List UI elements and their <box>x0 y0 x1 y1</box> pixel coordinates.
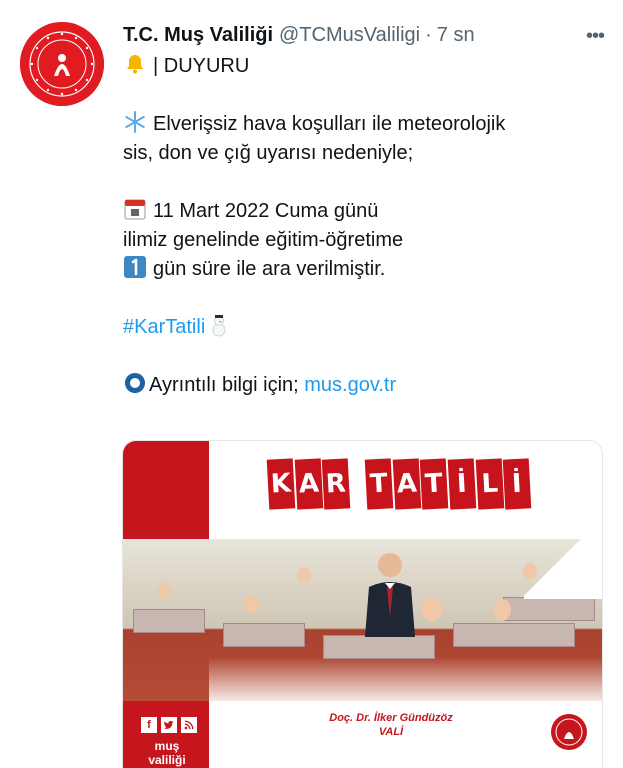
hashtag-line <box>123 313 603 342</box>
banner-letter: T <box>420 458 448 509</box>
date-line <box>123 197 603 226</box>
account-handle[interactable]: @TCMusValiligi <box>279 23 421 46</box>
avatar[interactable] <box>20 22 104 106</box>
weather-text-1: Elverişsiz hava koşulları ile meteorolojik <box>153 113 506 135</box>
info-link[interactable]: mus.gov.tr <box>304 374 397 396</box>
closure-text-1: ilimiz genelinde eğitim-öğretime <box>123 229 404 251</box>
banner-letter: İ <box>448 458 476 509</box>
banner-letter: R <box>322 458 350 509</box>
weather-line-2 <box>123 139 603 168</box>
banner-letter: İ <box>503 458 531 509</box>
brand-label: muş valiliği <box>148 739 186 767</box>
facebook-icon: f <box>141 717 157 733</box>
tweet-time[interactable]: 7 sn <box>436 23 475 46</box>
signature <box>291 711 491 739</box>
info-line <box>123 371 603 400</box>
signature-name: Doç. Dr. İlker Gündüzöz <box>329 712 453 724</box>
calendar-icon <box>123 197 147 221</box>
weather-line-1 <box>123 110 603 139</box>
snowflake-icon <box>123 110 147 134</box>
blue-circle-icon <box>123 371 147 395</box>
banner-letter: L <box>475 458 503 509</box>
banner-letter: A <box>294 458 322 509</box>
rss-icon <box>181 717 197 733</box>
closure-text-2: gün süre ile ara verilmiştir. <box>153 258 386 280</box>
bell-icon <box>123 52 147 76</box>
announcement-text: | DUYURU <box>153 55 250 77</box>
banner-letter: T <box>365 458 393 509</box>
tweet-header <box>123 22 611 48</box>
tweet-text <box>123 52 603 400</box>
tweet-media-image[interactable] <box>122 440 603 768</box>
muş-valiliği-logo-icon <box>20 22 104 106</box>
closure-line-1 <box>123 226 603 255</box>
separator-dot: · <box>425 23 432 46</box>
info-label: Ayrıntılı bilgi için; <box>149 374 299 396</box>
snowman-icon <box>207 313 231 337</box>
twitter-icon <box>161 717 177 733</box>
teacher-figure <box>359 547 421 637</box>
hashtag-link[interactable]: #KarTatili <box>123 316 206 338</box>
announcement-line <box>123 52 603 81</box>
banner-letter: K <box>267 458 295 509</box>
date-text: 11 Mart 2022 Cuma günü <box>153 200 379 222</box>
closure-line-2 <box>123 255 603 284</box>
keycap-one-icon <box>123 255 147 279</box>
banner-letter: A <box>392 458 420 509</box>
account-name[interactable]: T.C. Muş Valiliği <box>123 23 274 46</box>
more-horizontal-icon[interactable]: ••• <box>585 25 604 47</box>
valilik-seal-icon <box>550 713 588 751</box>
signature-title: VALİ <box>378 726 404 738</box>
kar-tatili-banner <box>268 459 530 509</box>
social-icons <box>141 717 197 733</box>
weather-text-2: sis, don ve çığ uyarısı nedeniyle; <box>123 142 414 164</box>
